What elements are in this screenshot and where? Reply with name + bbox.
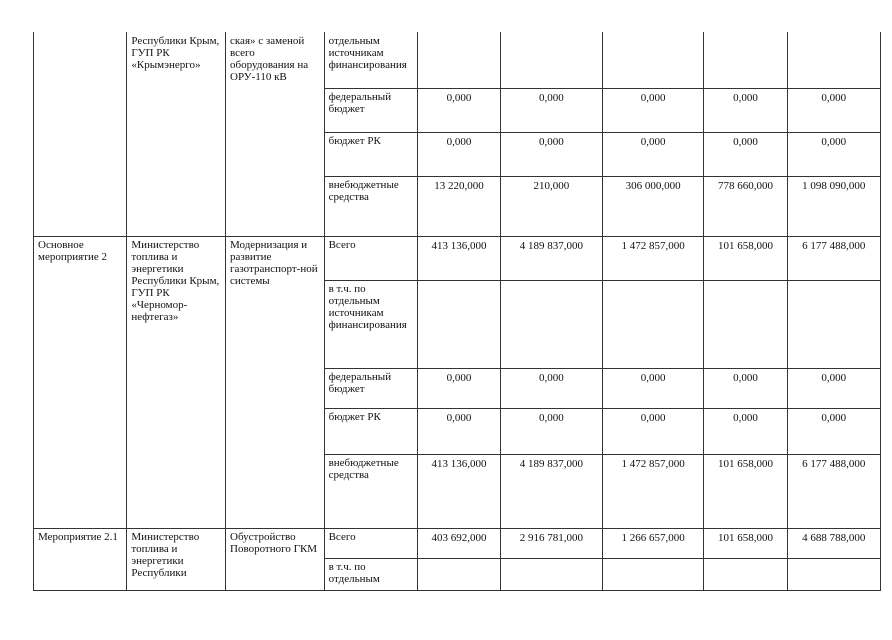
value-cell: 101 658,000 [704,529,787,559]
value-cell [787,559,881,591]
value-cell: 0,000 [418,409,501,455]
value-cell [602,281,704,369]
event-cell [34,33,127,237]
value-cell: 0,000 [501,89,603,133]
value-cell: 413 136,000 [418,237,501,281]
source-cell: бюджет РК [324,133,417,177]
value-cell: 0,000 [501,369,603,409]
value-cell [418,281,501,369]
value-cell: 4 189 837,000 [501,237,603,281]
source-cell: Всего [324,529,417,559]
value-cell: 0,000 [418,369,501,409]
description-cell: Обустройство Поворотного ГКМ [226,529,325,591]
value-cell [787,281,881,369]
value-cell: 1 472 857,000 [602,455,704,529]
value-cell [418,33,501,89]
value-cell: 6 177 488,000 [787,237,881,281]
value-cell: 0,000 [787,369,881,409]
value-cell: 4 189 837,000 [501,455,603,529]
source-cell: отдельным источникам финансирования [324,33,417,89]
value-cell [704,559,787,591]
source-cell: федеральный бюджет [324,89,417,133]
event-cell: Основное мероприятие 2 [34,237,127,529]
value-cell: 1 266 657,000 [602,529,704,559]
value-cell: 0,000 [704,89,787,133]
source-cell: Всего [324,237,417,281]
source-cell: в т.ч. по отдельным источникам финансирования [324,281,417,369]
value-cell: 0,000 [704,409,787,455]
value-cell: 413 136,000 [418,455,501,529]
value-cell: 0,000 [602,89,704,133]
value-cell [704,281,787,369]
table-row [34,237,881,281]
value-cell: 0,000 [704,133,787,177]
executor-cell: Министерство топлива и энергетики Республики Крым, ГУП РК «Черномор-нефтегаз» [127,237,226,529]
executor-cell: Министерство топлива и энергетики Республики [127,529,226,591]
value-cell: 0,000 [418,133,501,177]
event-cell: Мероприятие 2.1 [34,529,127,591]
value-cell: 0,000 [787,133,881,177]
value-cell [501,559,603,591]
source-cell: в т.ч. по отдельным [324,559,417,591]
source-cell: федеральный бюджет [324,369,417,409]
value-cell: 778 660,000 [704,177,787,237]
value-cell: 6 177 488,000 [787,455,881,529]
value-cell: 403 692,000 [418,529,501,559]
value-cell [704,33,787,89]
value-cell: 0,000 [418,89,501,133]
value-cell: 101 658,000 [704,455,787,529]
source-cell: бюджет РК [324,409,417,455]
source-cell: внебюджетные средства [324,177,417,237]
table-row [34,33,881,89]
value-cell: 0,000 [602,369,704,409]
value-cell [602,559,704,591]
value-cell [787,33,881,89]
value-cell: 4 688 788,000 [787,529,881,559]
value-cell: 306 000,000 [602,177,704,237]
value-cell: 1 472 857,000 [602,237,704,281]
value-cell: 1 098 090,000 [787,177,881,237]
description-cell: ская» с заменой всего оборудования на ОРУ-110 кВ [226,33,325,237]
value-cell: 13 220,000 [418,177,501,237]
value-cell: 0,000 [602,409,704,455]
value-cell: 101 658,000 [704,237,787,281]
value-cell [501,33,603,89]
value-cell: 0,000 [602,133,704,177]
value-cell: 210,000 [501,177,603,237]
value-cell: 0,000 [704,369,787,409]
source-cell: внебюджетные средства [324,455,417,529]
financing-table [33,32,881,591]
value-cell [602,33,704,89]
table-row [34,529,881,559]
executor-cell: Республики Крым, ГУП РК «Крымэнерго» [127,33,226,237]
value-cell: 0,000 [501,409,603,455]
description-cell: Модернизация и развитие газотранспорт-ной системы [226,237,325,529]
value-cell [418,559,501,591]
value-cell: 0,000 [787,89,881,133]
value-cell [501,281,603,369]
value-cell: 2 916 781,000 [501,529,603,559]
value-cell: 0,000 [501,133,603,177]
value-cell: 0,000 [787,409,881,455]
